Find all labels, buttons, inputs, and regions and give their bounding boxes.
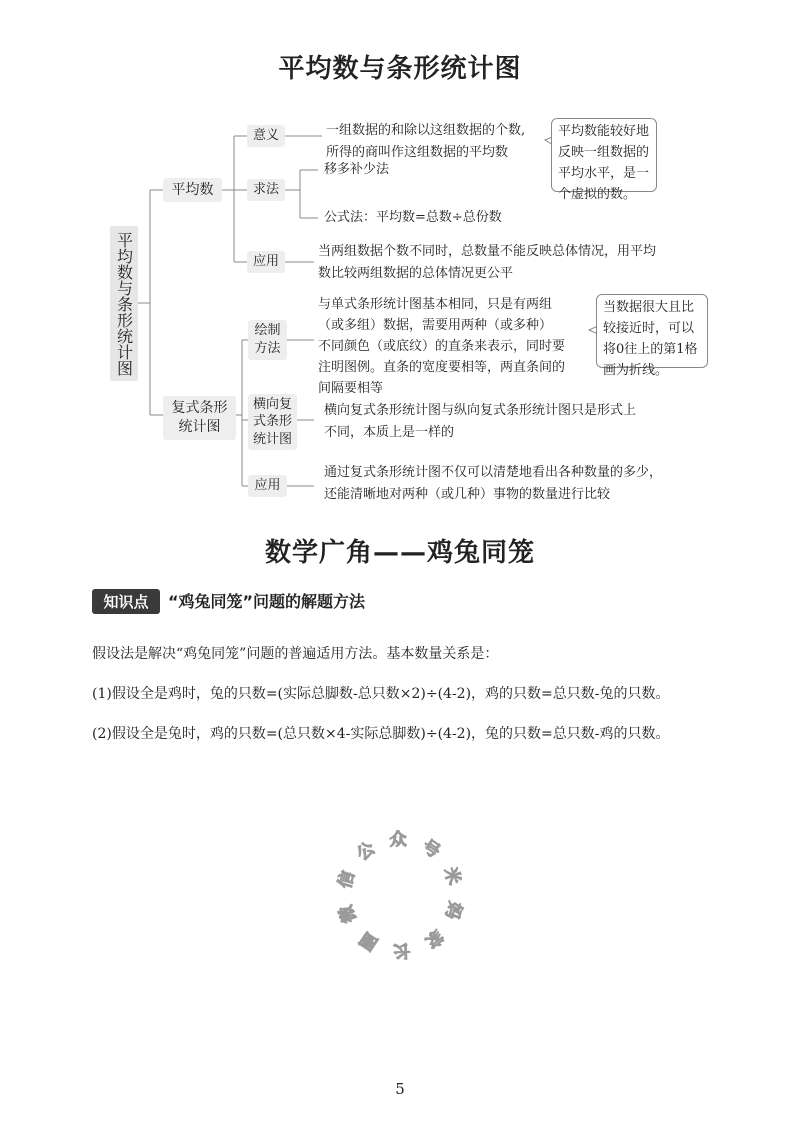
stamp-char: 信 — [335, 868, 360, 891]
knowledge-point-title: “鸡兔同笼”问题的解题方法 — [168, 592, 366, 611]
stamp-char: 妈 — [440, 899, 465, 922]
stamp-char: 号 — [418, 836, 444, 863]
draw-line: 间隔要相等 — [318, 381, 384, 396]
formula-line-2: (2)假设全是兔时，鸡的只数=(总只数×4-实际总脚数)÷(4-2)，兔的只数=总只数-鸡的只数。 — [92, 726, 670, 742]
note-line: 画为折线。 — [603, 363, 669, 378]
apply-line: 还能清晰地对两种（或几种）事物的数量进行比较 — [324, 487, 611, 502]
label-line: 方法 — [254, 341, 281, 356]
note-line: 平均水平，是一 — [558, 166, 650, 181]
section-title-average: 平均数与条形统计图 — [278, 54, 522, 84]
stamp-char: 长 — [393, 939, 411, 961]
stamp-char: 公 — [353, 838, 379, 865]
note-line: 当数据很大且比 — [603, 300, 695, 315]
hv-line: 不同，本质上是一样的 — [324, 425, 455, 440]
draw-line: 与单式条形统计图基本相同，只是有两组 — [318, 297, 553, 312]
stamp-char: 众 — [389, 829, 407, 851]
method-1-text: 移多补少法 — [324, 162, 390, 177]
label-line: 绘制 — [254, 323, 281, 339]
mindmap-root: 平均数与条形统计图 — [110, 226, 138, 381]
label-line: 式条形 — [252, 414, 292, 430]
label-line: 横向复 — [252, 396, 292, 412]
node-apply-bar: 应用 — [248, 475, 287, 497]
apply-average-text — [318, 241, 656, 285]
draw-line: （或多组）数据，需要用两种（或多种） — [318, 318, 553, 333]
hv-text — [324, 400, 636, 444]
apply-line: 数比较两组数据的总体情况更公平 — [318, 266, 514, 281]
label-line: 统计图 — [178, 419, 221, 435]
section-title-chicken-rabbit: 数学广角——鸡兔同笼 — [264, 538, 535, 568]
formula-line-1: (1)假设全是鸡时，兔的只数=(实际总脚数-总只数×2)÷(4-2)，鸡的只数=总只数-兔的只数。 — [92, 686, 670, 702]
node-draw-method — [248, 320, 287, 360]
draw-note — [596, 294, 708, 378]
note-line: 个虚拟的数。 — [558, 187, 637, 202]
meaning-line: 一组数据的和除以这组数据的个数, — [326, 123, 526, 138]
knowledge-point-tag: 知识点 — [92, 589, 160, 614]
method-2-text: 公式法：平均数=总数÷总份数 — [324, 210, 502, 225]
stamp-char: 微 — [335, 902, 361, 926]
node-method: 求法 — [247, 179, 285, 201]
meaning-note — [551, 118, 657, 202]
stamp-char: 家 — [421, 925, 447, 952]
node-horizontal-vertical — [248, 394, 297, 450]
intro-text: 假设法是解决“鸡兔同笼”问题的普遍适用方法。基本数量关系是： — [92, 646, 499, 662]
note-line: 反映一组数据的 — [558, 145, 650, 160]
draw-line: 不同颜色（或底纹）的直条来表示，同时要 — [318, 339, 566, 354]
stamp-char: 圈 — [356, 927, 382, 954]
note-line: 将0往上的第1格 — [603, 342, 698, 357]
draw-method-text — [318, 294, 565, 399]
apply-line: 当两组数据个数不同时，总数量不能反映总体情况，用平均 — [318, 244, 657, 259]
meaning-line: 所得的商叫作这组数据的平均数 — [326, 145, 509, 160]
note-line: 较接近时，可以 — [603, 321, 695, 336]
draw-line: 注明图例。直条的宽度要相等，两直条间的 — [318, 360, 566, 375]
apply-bar-text — [324, 462, 662, 506]
label-line: 统计图 — [252, 431, 292, 447]
apply-line: 通过复式条形统计图不仅可以清楚地看出各种数量的多少， — [324, 465, 663, 480]
meaning-text — [326, 120, 525, 164]
node-meaning: 意义 — [247, 125, 285, 147]
node-compound-bar-label — [172, 399, 228, 437]
note-line: 平均数能较好地 — [558, 124, 650, 139]
node-average: 平均数 — [163, 178, 222, 202]
watermark-stamp — [330, 825, 470, 965]
label-line: 复式条形 — [171, 400, 228, 417]
node-compound-bar — [163, 396, 236, 440]
stamp-char: 米 — [439, 864, 465, 888]
node-apply-average: 应用 — [247, 251, 285, 273]
page-number: 5 — [395, 1080, 405, 1098]
hv-line: 横向复式条形统计图与纵向复式条形统计图只是形式上 — [324, 403, 637, 418]
